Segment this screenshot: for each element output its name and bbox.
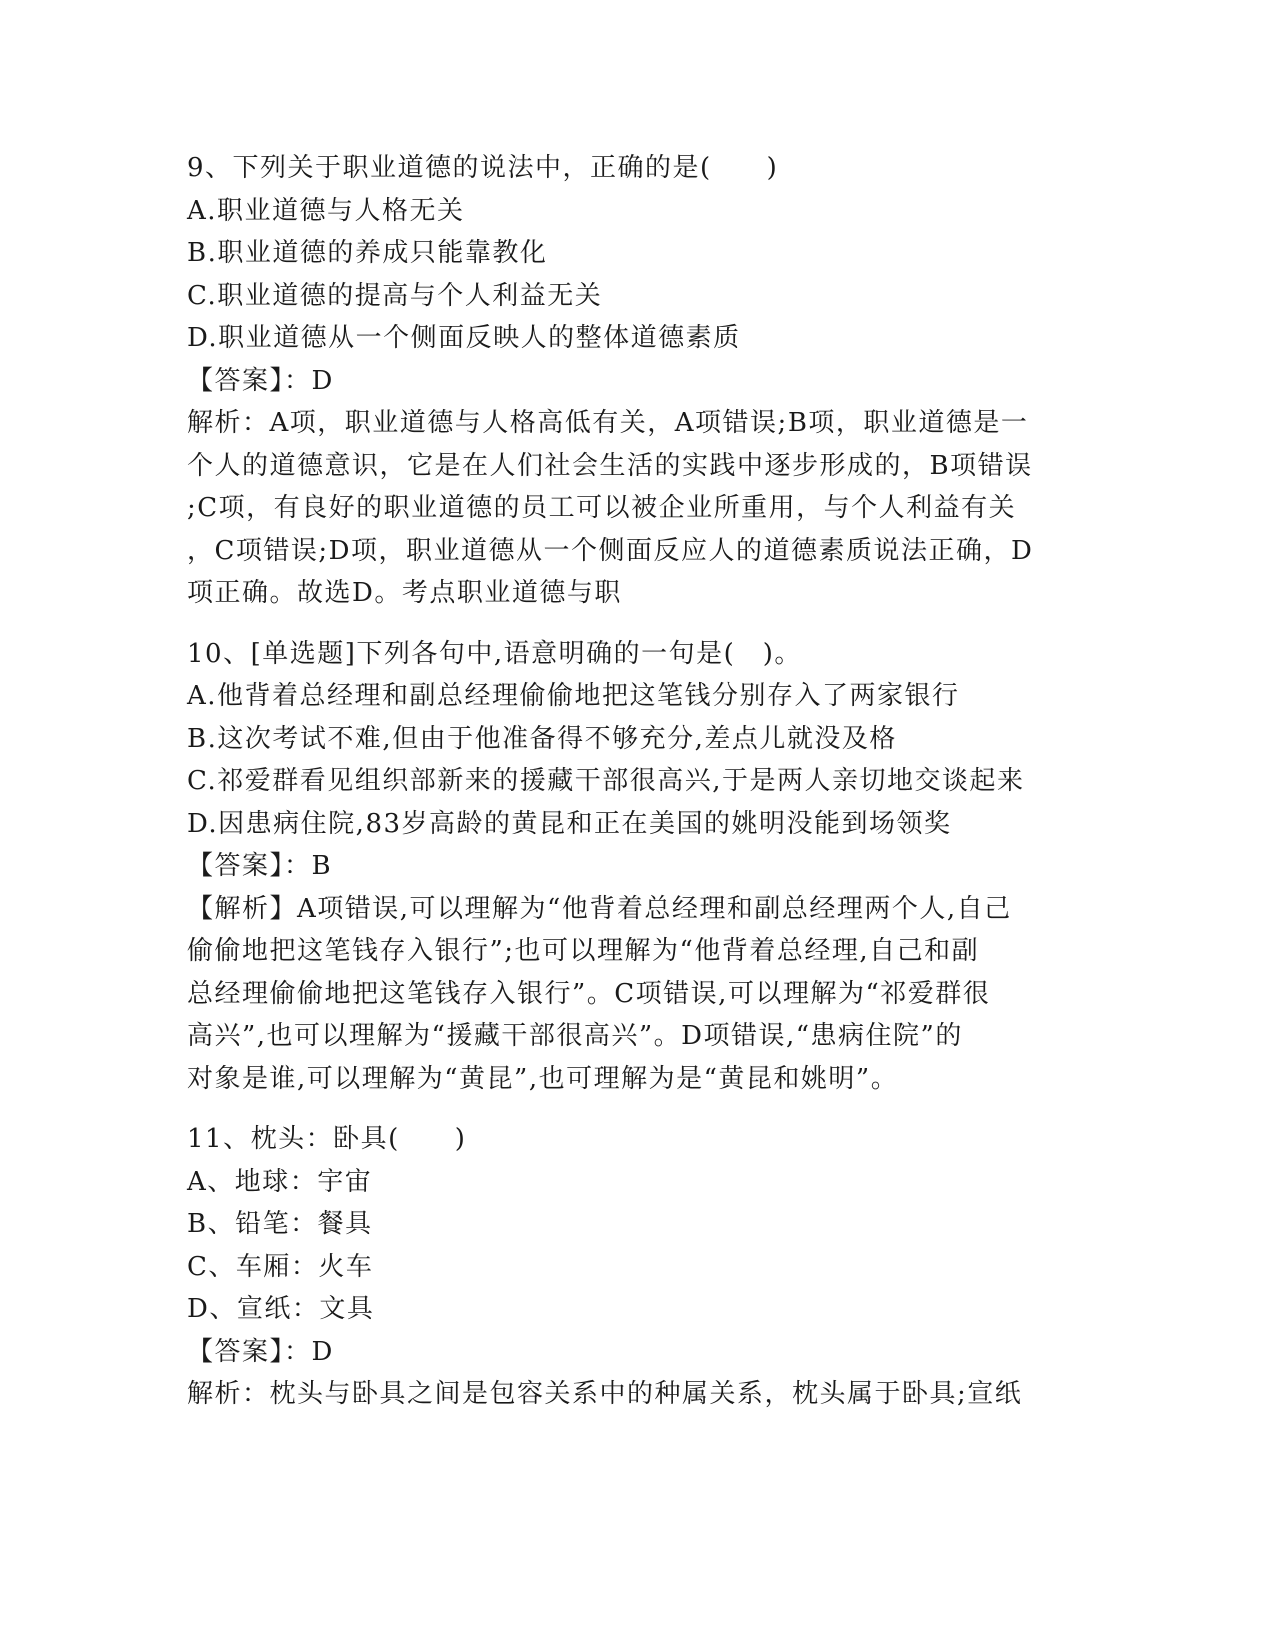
question-9 [187,147,1087,615]
explanation-line: 偷偷地把这笔钱存入银行”;也可以理解为“他背着总经理,自己和副 [187,936,980,966]
question-10 [187,633,1087,1101]
answer: 【答案】：D [187,365,334,396]
explanation-line: 解析：A项，职业道德与人格高低有关，A项错误;B项，职业道德是一 [187,408,1029,438]
explanation-line: ，C项错误;D项，职业道德从一个侧面反应人的道德素质说法正确，D [187,535,1034,566]
question-stem: 9、下列关于职业道德的说法中，正确的是( ) [187,153,779,183]
explanation-line: 总经理偷偷地把这笔钱存入银行”。C项错误,可以理解为“祁爱群很 [187,978,991,1009]
explanation-line: 项正确。故选D。考点职业道德与职 [187,578,622,608]
answer: 【答案】：D [187,1336,334,1367]
explanation-line: 高兴”,也可以理解为“援藏干部很高兴”。D项错误,“患病住院”的 [187,1021,963,1051]
explanation-line: ;C项，有良好的职业道德的员工可以被企业所重用，与个人利益有关 [187,493,1017,523]
option-c: C.职业道德的提高与个人利益无关 [187,280,603,311]
explanation-line: 解析：枕头与卧具之间是包容关系中的种属关系，枕头属于卧具;宣纸 [187,1379,1023,1409]
question-stem: 11、枕头：卧具( ) [187,1124,467,1154]
spacer [187,615,1087,633]
question-stem: 10、[单选题]下列各句中,语意明确的一句是( )。 [187,638,802,669]
question-11 [187,1118,1087,1416]
option-a: A、地球：宇宙 [187,1166,373,1197]
option-d: D.职业道德从一个侧面反映人的整体道德素质 [187,323,741,353]
option-d: D.因患病住院,83岁高龄的黄昆和正在美国的姚明没能到场领奖 [187,808,952,839]
explanation-line: 【解析】A项错误,可以理解为“他背着总经理和副总经理两个人,自己 [187,893,1012,924]
option-c: C、车厢：火车 [187,1251,374,1282]
document-page [187,147,1087,1416]
answer: 【答案】：B [187,851,333,881]
option-b: B.这次考试不难,但由于他准备得不够充分,差点儿就没及格 [187,723,897,754]
spacer [187,1100,1087,1118]
option-a: A.他背着总经理和副总经理偷偷地把这笔钱分别存入了两家银行 [187,681,960,711]
option-b: B、铅笔：餐具 [187,1209,373,1239]
option-d: D、宣纸：文具 [187,1294,375,1324]
option-c: C.祁爱群看见组织部新来的援藏干部很高兴,于是两人亲切地交谈起来 [187,766,1025,796]
explanation-line: 个人的道德意识，它是在人们社会生活的实践中逐步形成的，B项错误 [187,450,1033,481]
explanation-line: 对象是谁,可以理解为“黄昆”,也可理解为是“黄昆和姚明”。 [187,1063,899,1094]
option-a: A.职业道德与人格无关 [187,195,465,226]
option-b: B.职业道德的养成只能靠教化 [187,238,548,268]
